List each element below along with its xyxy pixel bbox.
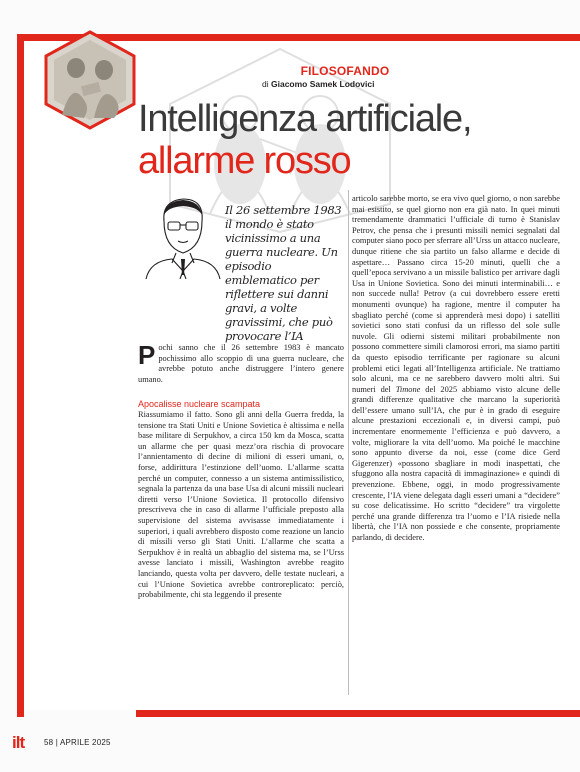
footer-logo: ilt — [12, 733, 25, 752]
author-portrait-image — [138, 189, 228, 279]
drop-cap: P — [138, 340, 156, 370]
author-name: Giacomo Samek Lodovici — [271, 79, 375, 89]
standfirst: Il 26 settembre 1983 il mondo è stato vicinissimo a una guerra nucleare. Un episodio emblematico per riflettere sui danni gravi, a volte gravissimi, che può provocare l’IA — [225, 203, 342, 343]
lead-paragraph — [138, 340, 344, 385]
byline — [262, 79, 462, 89]
headline-line-2: allarme rosso — [138, 140, 351, 182]
col2-text-part1: articolo sarebbe morto, se era vivo quel giorno, o non sarebbe mai esistito, se quel giorno non era già nato. In quei minuti tremendamente drammatici l’ufficiale di turno è Stanislav Petrov, che pensa che i presunti missili nemici segnalati dal computer siano poco per sferrare all’Urss un attacco nucleare, dunque ritiene che sia partito un falso allarme e decide di aspettare… Passano circa 15-20 minuti, quelli che a quell’epoca servivano a un missile balistico per arrivare dagli Usa in Unione Sovietica. Sono dei minuti interminabili… e non succede nulla! Petrov (a cui dovrebbero essere eretti monumenti ovunque) ha ragione, mentre il computer ha sbagliato perché (come si apprenderà mesi dopo) i satelliti sovietici sono stati confusi da un riflesso del sole sulle nuvole. Gli odierni sistemi militari probabilmente non possono commettere simili clamorosi errori, ma siamo partiti da questo episodio terrificante per ragionare su alcuni problemi etici legati all’Intelligenza artificiale. Ne trattiamo solo alcuni, ma ce ne sarebbero davvero molti altri. Sui numeri del — [352, 194, 560, 394]
byline-prefix: di — [262, 79, 269, 89]
headline-line-1: Intelligenza artificiale, — [138, 98, 472, 140]
hexagon-relief-image — [44, 30, 136, 130]
column-divider — [348, 190, 349, 695]
magazine-title: Timone — [395, 384, 421, 394]
section-label: FILOSOFANDO — [300, 64, 390, 78]
page-folio: 58 | APRILE 2025 — [44, 738, 111, 747]
body-column-1: Riassumiamo il fatto. Sono gli anni della Guerra fredda, la tensione tra Stati Uniti e Unione Sovietica è altissima e nella base militare di Serpukhov, a circa 150 km da Mosca, scatta un allarme che per quasi mezz’ora rischia di provocare l’annientamento di decine di milioni di esseri umani, o, forse, addirittura l’estinzione dell’uomo. L’allarme scatta perché un computer, connesso a un sistema antimissilistico, segnala la partenza da una base Usa di alcuni missili nucleari diretti verso l’Unione Sovietica. Il protocollo difensivo prescriveva che in caso di allarme l’ufficiale preposto alla supervisione del sistema avvisasse immediatamente i superiori, i quali avrebbero disposto come reazione un lancio di missili verso gli Stati Uniti. L’allarme che scatta a Serpukhov è in realtà un abbaglio del sistema ma, se l’Urss avesse lanciato i missili, Washington avrebbe reagito lanciando, questa volta per davvero, delle testate nucleari, a cui l’Unione Sovietica avrebbe controreplicato: perciò, probabilmente, chi sta leggendo il presente — [138, 410, 344, 600]
lead-text: ochi sanno che il 26 settembre 1983 è mancato pochissimo allo scoppio di una guerra nucleare, che avrebbe potuto anche distruggere l’intero genere umano. — [138, 343, 344, 384]
red-frame-left — [17, 34, 24, 717]
subheading: Apocalisse nucleare scampata — [138, 399, 261, 409]
col2-text-part2: del 2025 abbiamo visto alcune delle grandi differenze qualitative che marcano la superiorità dell’essere umano sull’IA, che pur è in grado di eseguire alcune prestazioni eccezionali e, in diversi campi, può incrementare enormemente l’efficienza e può davvero, a volte, migliorare la vita dell’uomo. Ma poiché le macchine sono appunto diverse da noi, esse (come dice Gerd Gigerenzer) «possono sbagliare in modi inaspettati, che sfuggono alla nostra capacità di immaginazione» e quindi di prevenzione. Ebbene, oggi, in modo progressivamente crescente, l’IA viene delegata dagli esseri umani a “decidere” su cose delicatissime. Ho scritto “decidere” tra virgolette perché una grande differenza tra l’uomo e l’IA risiede nella libertà, che l’IA non possiede e che consente, propriamente parlando, di decidere. — [352, 384, 560, 542]
red-frame-bottom — [136, 710, 580, 717]
body-column-2 — [352, 194, 560, 544]
